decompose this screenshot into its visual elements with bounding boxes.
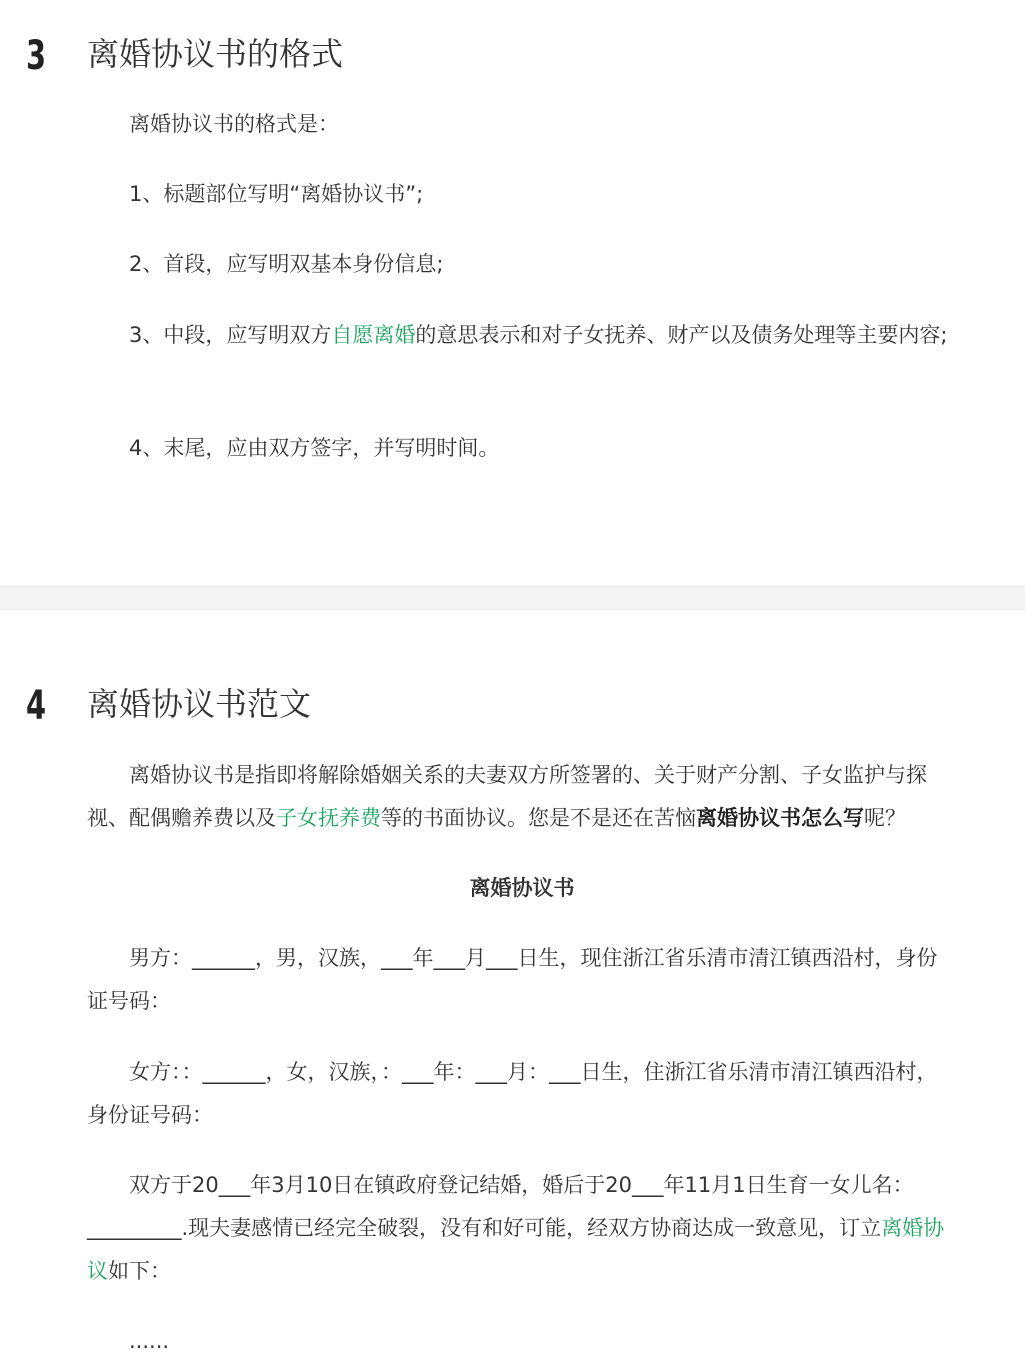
intro-text-after: 呢？: [864, 806, 906, 830]
paragraph-male: 男方：______，男，汉族，___年___月___日生，现住浙江省乐清市清江镇西沿村，身份证号码：: [87, 946, 938, 1013]
section-divider: [0, 586, 1025, 610]
section-title: 离婚协议书的格式: [87, 35, 344, 73]
section-number: 4: [26, 683, 47, 729]
ellipsis: ......: [129, 1329, 170, 1353]
divorce-agreement-link[interactable]: 离婚协议: [87, 1216, 945, 1283]
list-item-4: 4、末尾，应由双方签字，并写明时间。: [129, 436, 500, 460]
paragraph-female: 女方：：______，女，汉族，：___年：___月：___日生，住浙江省乐清市清江镇西沿村，身份证号码：: [87, 1060, 938, 1127]
intro-text-middle: 等的书面协议。您是不是还在苦恼: [381, 806, 696, 830]
marriage-text-after: 如下：: [108, 1259, 171, 1283]
child-support-link[interactable]: 子女抚养费: [276, 806, 381, 830]
list-item-3: [87, 314, 957, 357]
voluntary-divorce-link[interactable]: 自愿离婚: [331, 323, 416, 347]
paragraph-marriage: [87, 1164, 957, 1293]
paragraph-intro: 离婚协议书的格式是：: [129, 112, 339, 136]
section-3: [0, 0, 1025, 586]
section-4: [0, 610, 1025, 1368]
list-item-3-text-before: 3、中段，应写明双方: [129, 323, 332, 347]
paragraph-intro: [87, 754, 957, 840]
section-title: 离婚协议书范文: [87, 685, 312, 723]
intro-text-before: 离婚协议书是指即将解除婚姻关系的夫妻双方所签署的、关于财产分割、子女监护与探视、配偶赡养费以及: [87, 763, 927, 830]
section-number: 3: [26, 33, 47, 79]
document-title: 离婚协议书: [469, 876, 575, 900]
list-item-3-text-after: 的意思表示和对子女抚养、财产以及债务处理等主要内容;: [415, 323, 948, 347]
how-to-write-emphasis: 离婚协议书怎么写: [696, 806, 864, 830]
marriage-text-before: 双方于20___年3月10日在镇政府登记结婚，婚后于20___年11月1日生育一女儿名：_________.现夫妻感情已经完全破裂，没有和好可能，经双方协商达成一致意见，订立: [87, 1173, 914, 1240]
list-item-1: 1、标题部位写明“离婚协议书”;: [129, 182, 424, 206]
list-item-2: 2、首段，应写明双基本身份信息;: [129, 252, 444, 276]
